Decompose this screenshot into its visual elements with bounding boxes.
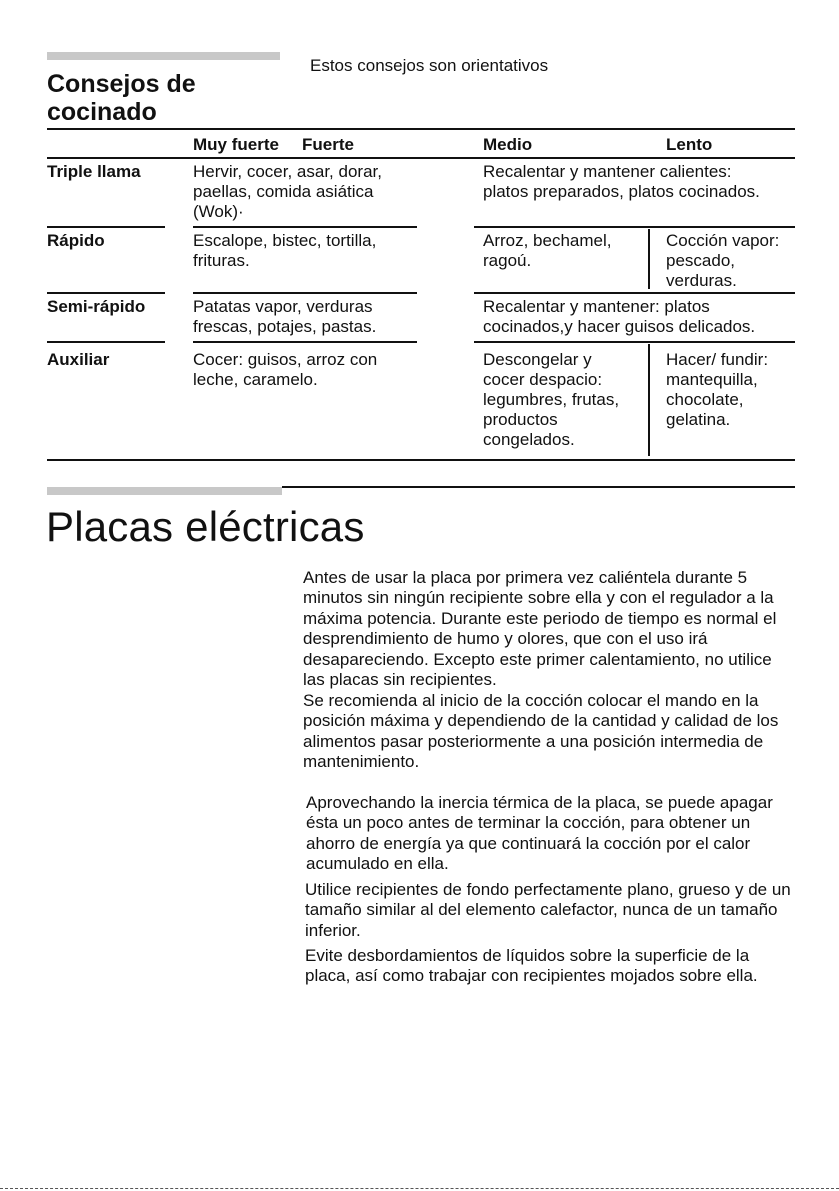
header-rule	[47, 157, 795, 159]
col-header-medio: Medio	[483, 135, 533, 154]
cell-semi-rapido-fuerte: Patatas vapor, verduras frescas, potajes, pastas.	[193, 297, 377, 336]
table-bottom-rule	[47, 459, 795, 461]
cell-auxiliar-lento: Hacer/ fundir: mantequilla, chocolate, gelatina.	[666, 350, 769, 429]
section-accent-bar	[47, 52, 280, 60]
row-label-semi-rapido: Semi-rápido	[47, 297, 146, 316]
row-rule	[474, 341, 795, 343]
paragraph-4: Utilice recipientes de fondo perfectamente plano, grueso y de un tamaño similar al del elemento calefactor, nunca de un tamaño inferior.	[305, 880, 791, 940]
cell-triple-llama-medio-lento: Recalentar y mantener calientes: platos preparados, platos cocinados.	[483, 162, 760, 201]
col-header-muy-fuerte: Muy fuerte	[193, 135, 279, 154]
cell-rapido-lento: Cocción vapor: pescado, verduras.	[666, 231, 780, 290]
row-label-rapido: Rápido	[47, 231, 105, 250]
section-accent-bar	[47, 487, 282, 495]
row-rule	[474, 292, 795, 294]
row-rule	[47, 226, 165, 228]
paragraph-1: Antes de usar la placa por primera vez caliéntela durante 5 minutos sin ningún recipiente sobre ella y con el regulador a la máxima potencia. Durante este periodo de tiempo es normal el desprendimiento de humo y olores, que con el uso irá desapareciendo. Excepto este primer calentamiento, no utilice las placas sin recipientes.	[303, 568, 777, 690]
table-top-rule	[47, 128, 795, 130]
cell-semi-rapido-medio-lento: Recalentar y mantener: platos cocinados,y hacer guisos delicados.	[483, 297, 756, 336]
row-rule	[474, 226, 795, 228]
paragraph-2: Se recomienda al inicio de la cocción colocar el mando en la posición máxima y dependiendo de la cantidad y calidad de los alimentos pasar posteriormente a una posición intermedia de mantenimiento.	[303, 691, 779, 772]
section-title-consejos	[47, 70, 287, 126]
col-header-fuerte: Fuerte	[302, 135, 354, 154]
cell-triple-llama-fuerte: Hervir, cocer, asar, dorar, paellas, comida asiática (Wok)·	[193, 162, 382, 221]
col-divider	[648, 229, 650, 289]
col-header-lento: Lento	[666, 135, 713, 154]
cell-auxiliar-medio: Descongelar y cocer despacio: legumbres, frutas, productos congelados.	[483, 350, 620, 449]
section-title-placas: Placas eléctricas	[46, 503, 365, 550]
paragraph-3: Aprovechando la inercia térmica de la placa, se puede apagar ésta un poco antes de terminar la cocción, para obtener un ahorro de energía ya que continuará la cocción por el calor acumulado en ella.	[306, 793, 773, 874]
title-line-2: cocinado	[47, 98, 157, 126]
row-rule	[47, 341, 165, 343]
row-rule	[193, 341, 417, 343]
intro-text: Estos consejos son orientativos	[310, 56, 549, 75]
title-line-1: Consejos de	[47, 70, 196, 98]
page-bottom-edge	[0, 1188, 839, 1189]
cell-rapido-fuerte: Escalope, bistec, tortilla, frituras.	[193, 231, 377, 270]
row-rule	[47, 292, 165, 294]
row-label-auxiliar: Auxiliar	[47, 350, 110, 369]
cell-auxiliar-fuerte: Cocer: guisos, arroz con leche, caramelo.	[193, 350, 378, 389]
cell-rapido-medio: Arroz, bechamel, ragoú.	[483, 231, 612, 270]
paragraph-5: Evite desbordamientos de líquidos sobre la superficie de la placa, así como trabajar con recipientes mojados sobre ella.	[305, 946, 758, 986]
col-divider	[648, 344, 650, 456]
section-rule	[282, 486, 795, 488]
row-label-triple-llama: Triple llama	[47, 162, 141, 181]
row-rule	[193, 226, 417, 228]
row-rule	[193, 292, 417, 294]
